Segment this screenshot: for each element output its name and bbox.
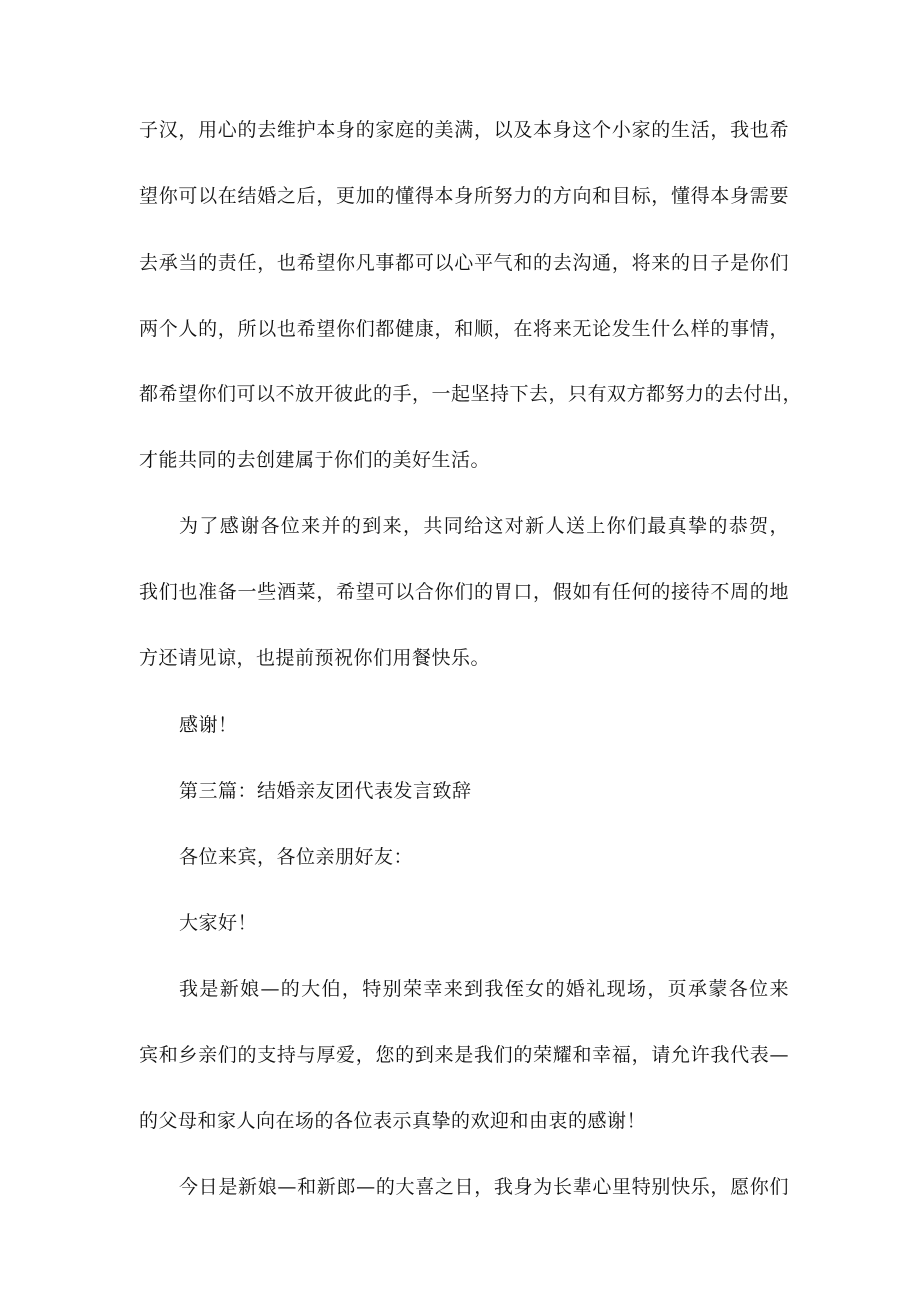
thanks-line: 感谢！: [179, 714, 238, 736]
paragraph-1-line-3: 去承当的责任，也希望你凡事都可以心平气和的去沟通，将来的日子是你们: [139, 252, 789, 274]
paragraph-3-line-2: 宾和乡亲们的支持与厚爱，您的到来是我们的荣耀和幸福，请允许我代表—: [139, 1044, 789, 1066]
greeting-line: 大家好！: [179, 912, 258, 934]
paragraph-1-line-5: 都希望你们可以不放开彼此的手，一起坚持下去，只有双方都努力的去付出，: [139, 383, 803, 405]
paragraph-2-line-2: 我们也准备一些酒菜，希望可以合你们的胃口，假如有任何的接待不周的地: [139, 581, 789, 603]
paragraph-3-line-3: 的父母和家人向在场的各位表示真挚的欢迎和由衷的感谢！: [139, 1110, 647, 1132]
salutation-line: 各位来宾，各位亲朋好友：: [179, 846, 414, 868]
paragraph-2-line-1: 为了感谢各位来并的到来，共同给这对新人送上你们最真挚的恭贺，: [179, 515, 789, 537]
paragraph-1-line-4: 两个人的，所以也希望你们都健康，和顺，在将来无论发生什么样的事情，: [139, 318, 789, 340]
paragraph-3-line-1: 我是新娘—的大伯，特别荣幸来到我侄女的婚礼现场，页承蒙各位来: [179, 978, 789, 1000]
paragraph-1-line-2: 望你可以在结婚之后，更加的懂得本身所努力的方向和目标，懂得本身需要: [139, 185, 789, 207]
paragraph-2-line-3: 方还请见谅，也提前预祝你们用餐快乐。: [139, 647, 491, 669]
paragraph-1-line-1: 子汉，用心的去维护本身的家庭的美满，以及本身这个小家的生活，我也希: [139, 119, 789, 141]
paragraph-1-line-6: 才能共同的去创建属于你们的美好生活。: [139, 449, 491, 471]
paragraph-4-line-1: 今日是新娘—和新郎—的大喜之日，我身为长辈心里特别快乐，愿你们: [179, 1176, 789, 1198]
section-heading: 第三篇：结婚亲友团代表发言致辞: [179, 780, 472, 802]
